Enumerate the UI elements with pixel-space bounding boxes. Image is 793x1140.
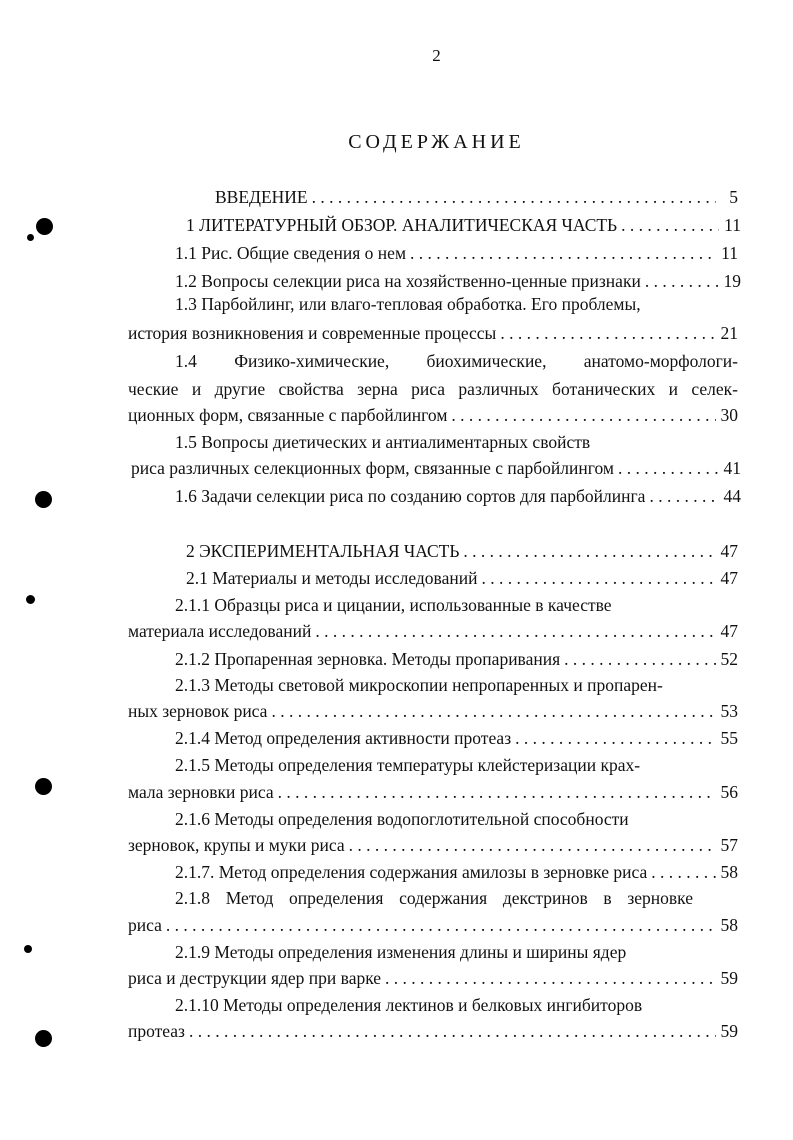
leader-dots xyxy=(481,567,716,589)
page-title: СОДЕРЖАНИЕ xyxy=(348,131,525,153)
leader-dots xyxy=(651,861,716,883)
toc-entry-page: 30 xyxy=(720,405,738,425)
toc-entry-introduction[interactable] xyxy=(215,186,738,208)
leader-dots xyxy=(410,242,716,264)
toc-entry-2-1-8-line1: 2.1.8 Метод определения содержания декстринов в зерновке xyxy=(175,888,693,908)
toc-entry-text: 1 ЛИТЕРАТУРНЫЙ ОБЗОР. АНАЛИТИЧЕСКАЯ ЧАСТЬ xyxy=(186,215,618,235)
binder-hole-mark xyxy=(36,218,53,235)
toc-entry-page: 57 xyxy=(720,835,738,855)
toc-entry-page: 47 xyxy=(720,621,738,641)
toc-entry-2-1-9-line1: 2.1.9 Методы определения изменения длины и ширины ядер xyxy=(175,942,627,962)
toc-entry-text: 2.1.7. Метод определения содержания амилозы в зерновке риса xyxy=(175,862,648,882)
toc-entry-page: 52 xyxy=(720,649,738,669)
toc-entry-2-1-1[interactable] xyxy=(128,620,738,642)
toc-entry-text: 2.1.4 Метод определения активности протеаз xyxy=(175,728,512,748)
toc-entry-1-5-line1: 1.5 Вопросы диетических и антиалиментарных свойств xyxy=(175,432,591,452)
leader-dots xyxy=(621,214,719,236)
toc-entry-2-1-6[interactable] xyxy=(128,834,738,856)
binder-hole-mark xyxy=(24,945,32,953)
toc-entry-text: 1.6 Задачи селекции риса по созданию сортов для парбойлинга xyxy=(175,486,646,506)
toc-entry-2-1-10[interactable] xyxy=(128,1020,738,1042)
toc-entry-1-1[interactable] xyxy=(175,242,738,264)
toc-entry-page: 58 xyxy=(720,915,738,935)
leader-dots xyxy=(271,700,716,722)
toc-entry-text: 1.1 Рис. Общие сведения о нем xyxy=(175,243,407,263)
toc-entry-text: 2 ЭКСПЕРИМЕНТАЛЬНАЯ ЧАСТЬ xyxy=(186,541,460,561)
toc-entry-text: материала исследований xyxy=(128,621,312,641)
toc-entry-1-3-line1: 1.3 Парбойлинг, или влаго-тепловая обработка. Его проблемы, xyxy=(175,294,641,314)
toc-entry-2-1-1-line1: 2.1.1 Образцы риса и цицании, использованные в качестве xyxy=(175,595,612,615)
toc-entry-page: 41 xyxy=(723,458,741,478)
toc-entry-page: 21 xyxy=(720,323,738,343)
toc-entry-text: риса различных селекционных форм, связанные с парбойлингом xyxy=(131,458,614,478)
toc-entry-text: история возникновения и современные процессы xyxy=(128,323,497,343)
leader-dots xyxy=(312,186,716,208)
toc-entry-2-1-2[interactable] xyxy=(175,648,738,670)
page-number: 2 xyxy=(432,46,441,65)
leader-dots xyxy=(278,781,716,803)
toc-entry-page: 5 xyxy=(729,187,738,207)
toc-entry-text: риса и деструкции ядер при варке xyxy=(128,968,382,988)
toc-entry-page: 53 xyxy=(720,701,738,721)
toc-entry-page: 59 xyxy=(720,968,738,988)
toc-entry-2-1[interactable] xyxy=(186,567,738,589)
binder-hole-mark xyxy=(35,491,52,508)
toc-entry-page: 19 xyxy=(723,271,741,291)
toc-entry-1-5[interactable] xyxy=(131,457,741,479)
toc-entry-chapter-2[interactable] xyxy=(186,540,738,562)
leader-dots xyxy=(349,834,716,856)
leader-dots xyxy=(385,967,716,989)
toc-entry-text: протеаз xyxy=(128,1021,185,1041)
leader-dots xyxy=(315,620,716,642)
toc-entry-2-1-5-line1: 2.1.5 Методы определения температуры клейстеризации крах- xyxy=(175,755,641,775)
toc-entry-1-3[interactable] xyxy=(128,322,738,344)
leader-dots xyxy=(463,540,716,562)
toc-entry-chapter-1[interactable] xyxy=(186,214,741,236)
binder-hole-mark xyxy=(27,234,34,241)
leader-dots xyxy=(500,322,716,344)
toc-entry-text: 2.1 Материалы и методы исследований xyxy=(186,568,478,588)
toc-entry-text: 1.2 Вопросы селекции риса на хозяйственно-ценные признаки xyxy=(175,271,641,291)
toc-entry-2-1-3[interactable] xyxy=(128,700,738,722)
leader-dots xyxy=(645,270,719,292)
toc-entry-1-6[interactable] xyxy=(175,485,741,507)
toc-entry-1-2[interactable] xyxy=(175,270,741,292)
toc-entry-2-1-6-line1: 2.1.6 Методы определения водопоглотительной способности xyxy=(175,809,629,829)
toc-entry-1-4-line2: ческие и другие свойства зерна риса различных ботанических и селек- xyxy=(128,379,738,399)
toc-entry-2-1-7[interactable] xyxy=(175,861,738,883)
toc-entry-1-4[interactable] xyxy=(128,404,738,426)
toc-entry-text: ных зерновок риса xyxy=(128,701,268,721)
toc-entry-2-1-8[interactable] xyxy=(128,914,738,936)
leader-dots xyxy=(564,648,716,670)
binder-hole-mark xyxy=(35,778,52,795)
leader-dots xyxy=(451,404,716,426)
binder-hole-mark xyxy=(35,1030,52,1047)
leader-dots xyxy=(649,485,719,507)
toc-entry-page: 44 xyxy=(723,486,741,506)
toc-entry-page: 55 xyxy=(720,728,738,748)
toc-entry-2-1-9[interactable] xyxy=(128,967,738,989)
leader-dots xyxy=(166,914,716,936)
toc-entry-text: ВВЕДЕНИЕ xyxy=(215,187,308,207)
toc-entry-text: зерновок, крупы и муки риса xyxy=(128,835,345,855)
toc-entry-page: 11 xyxy=(724,215,741,235)
toc-entry-2-1-5[interactable] xyxy=(128,781,738,803)
toc-entry-text: 2.1.2 Пропаренная зерновка. Методы пропаривания xyxy=(175,649,561,669)
leader-dots xyxy=(515,727,716,749)
leader-dots xyxy=(189,1020,716,1042)
toc-entry-page: 11 xyxy=(721,243,738,263)
toc-entry-2-1-10-line1: 2.1.10 Методы определения лектинов и белковых ингибиторов xyxy=(175,995,643,1015)
toc-entry-page: 47 xyxy=(720,541,738,561)
toc-entry-page: 58 xyxy=(720,862,738,882)
toc-entry-2-1-4[interactable] xyxy=(175,727,738,749)
toc-entry-page: 47 xyxy=(720,568,738,588)
toc-entry-2-1-3-line1: 2.1.3 Методы световой микроскопии непропаренных и пропарен- xyxy=(175,675,663,695)
toc-entry-page: 59 xyxy=(720,1021,738,1041)
toc-entry-text: ционных форм, связанные с парбойлингом xyxy=(128,405,448,425)
leader-dots xyxy=(618,457,719,479)
toc-entry-page: 56 xyxy=(720,782,738,802)
toc-entry-1-4-line1: 1.4 Физико-химические, биохимические, анатомо-морфологи- xyxy=(175,351,738,371)
toc-entry-text: мала зерновки риса xyxy=(128,782,274,802)
toc-entry-text: риса xyxy=(128,915,162,935)
binder-hole-mark xyxy=(26,595,35,604)
